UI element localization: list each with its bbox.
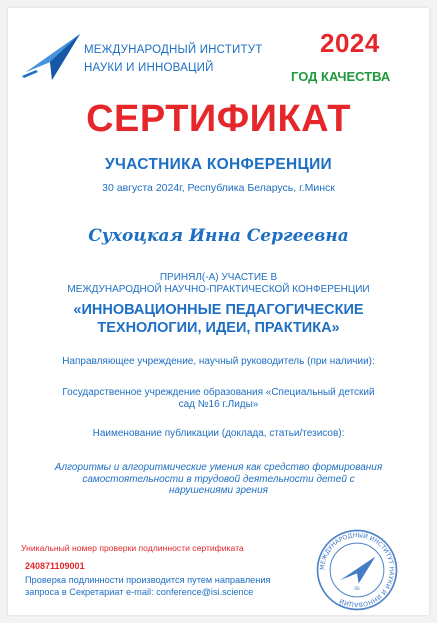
accepted-line2: МЕЖДУНАРОДНОЙ НАУЧНО-ПРАКТИЧЕСКОЙ КОНФЕРЕНЦИИ (67, 284, 370, 295)
publication-line1: Алгоритмы и алгоритмические умения как средство формирования (54, 462, 383, 473)
svg-text:МЕЖДУНАРОДНЫЙ ИНСТИТУТ НАУКИ И: МЕЖДУНАРОДНЫЙ ИНСТИТУТ НАУКИ И ИННОВАЦИЙ (319, 532, 395, 608)
publication-label: Наименование публикации (доклада, статьи/тезисов): (92, 428, 345, 439)
publication-title (30, 462, 407, 497)
conference-name-line2: ТЕХНОЛОГИИ, ИДЕИ, ПРАКТИКА» (97, 320, 340, 336)
institute-name-line2: НАУКИ И ИННОВАЦИЙ (84, 62, 214, 74)
institution-label: Направляющее учреждение, научный руководитель (при наличии): (62, 356, 375, 367)
accepted-line1: ПРИНЯЛ(-А) УЧАСТИЕ В (159, 272, 278, 283)
year: 2024 (320, 28, 380, 58)
svg-text:ISI: ISI (354, 586, 360, 592)
verification-note-line1: Проверка подлинности производится путем направления (25, 575, 271, 585)
certificate-subtitle: УЧАСТНИКА КОНФЕРЕНЦИИ (105, 156, 332, 173)
verification-note (25, 575, 270, 598)
institution-line1: Государственное учреждение образования «Специальный детский (62, 387, 375, 398)
conference-name-line1: «ИННОВАЦИОННЫЕ ПЕДАГОГИЧЕСКИЕ (73, 302, 364, 318)
verification-note-line2: запроса в Секретариат e-mail: conference@isi.science (25, 586, 254, 597)
publication-line2: самостоятельности в трудовой деятельности детей с (82, 473, 355, 485)
certificate-title: СЕРТИФИКАТ (86, 98, 351, 140)
institute-name (84, 41, 262, 77)
institute-name-line1: МЕЖДУНАРОДНЫЙ ИНСТИТУТ (84, 44, 263, 56)
year-caption: ГОД КАЧЕСТВА (291, 69, 391, 84)
institution-line2: сад №16 г.Лиды» (178, 399, 259, 410)
institute-logo-icon (22, 32, 82, 82)
certificate-page (8, 8, 429, 615)
institute-seal-icon (315, 528, 399, 612)
publication-line3: нарушениями зрения (169, 485, 268, 496)
participation-statement (8, 272, 429, 296)
verification-label: Уникальный номер проверки подлинности сертификата (21, 543, 244, 553)
institution-value (30, 387, 407, 411)
date-place: 30 августа 2024г, Республика Беларусь, г.Минск (102, 182, 335, 194)
verification-number: 240871109001 (25, 561, 85, 571)
conference-name (28, 301, 409, 337)
participant-name: Сухоцкая Инна Сергеевна (88, 226, 349, 246)
